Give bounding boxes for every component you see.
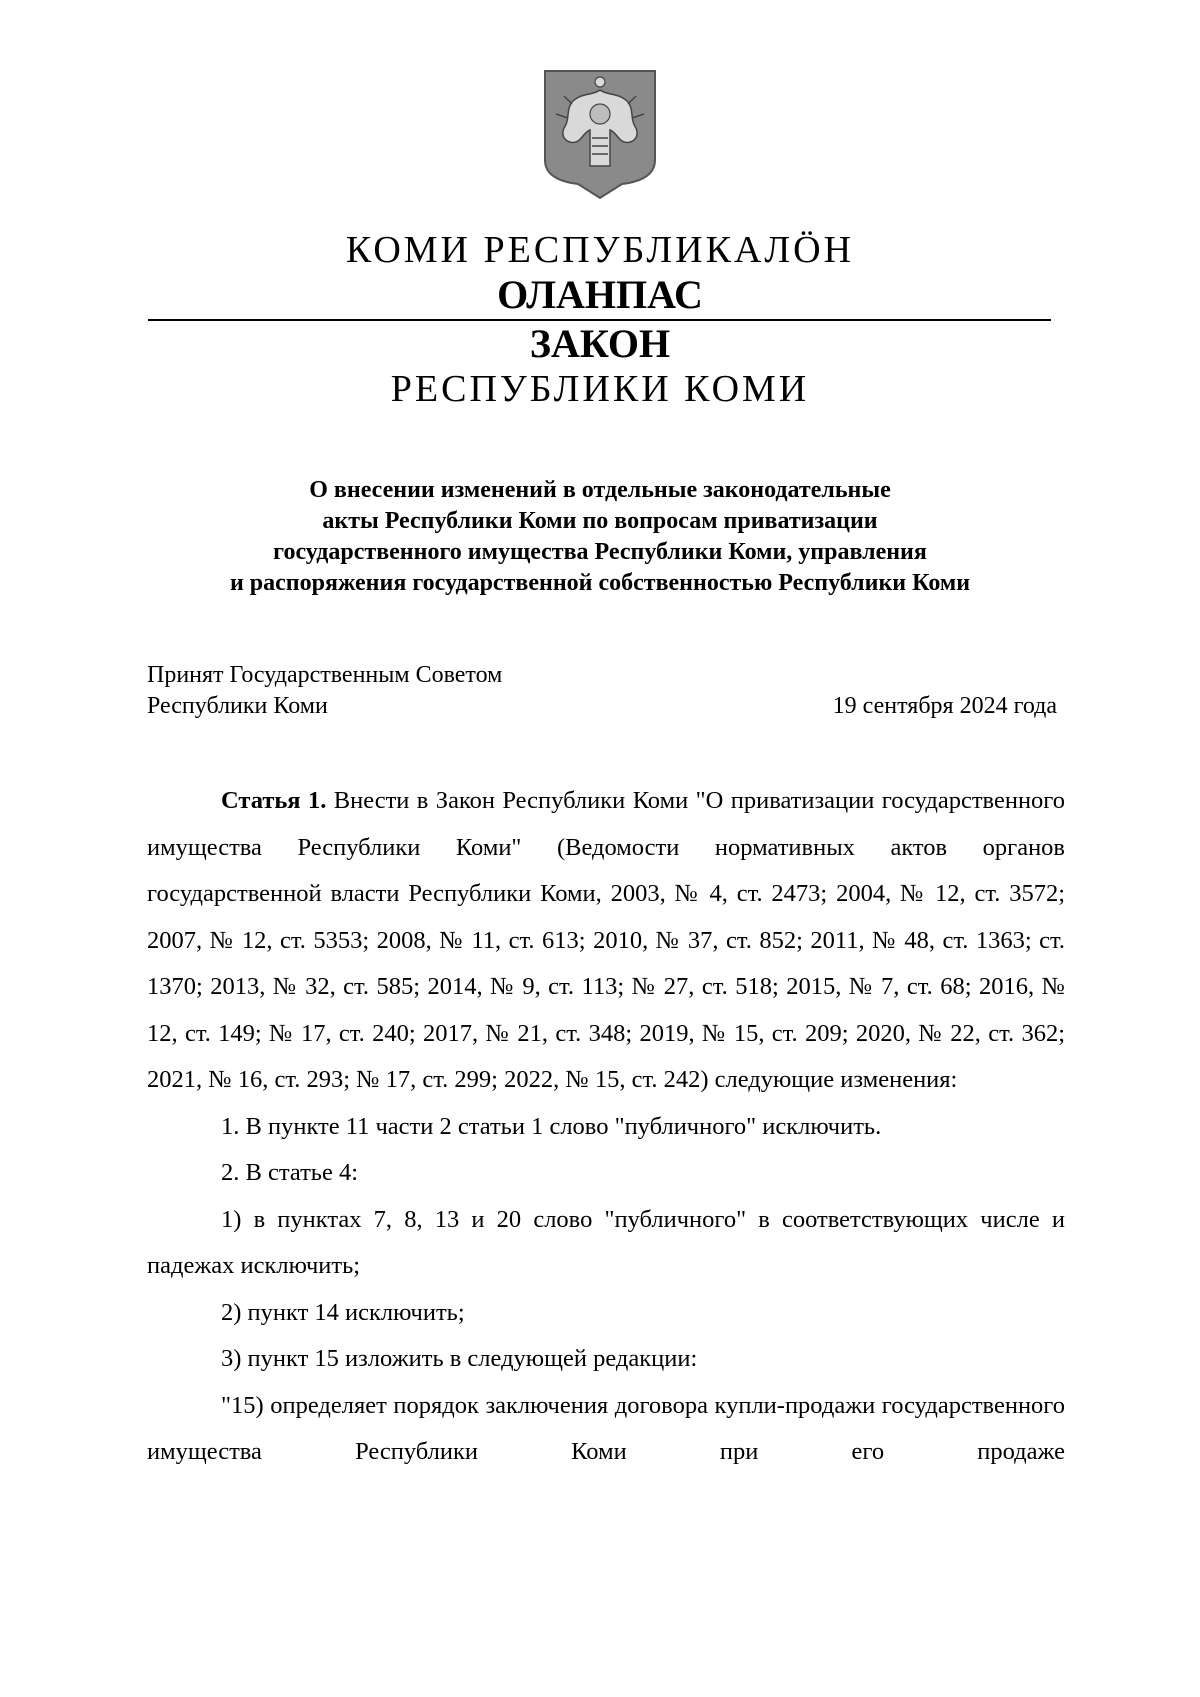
article-1-paragraph [147, 778, 1065, 1104]
law-title-line: О внесении изменений в отдельные законодательные [309, 477, 891, 503]
komi-coat-of-arms [542, 68, 658, 200]
header-komi-republic: КОМИ РЕСПУБЛИКАЛӦН [345, 229, 855, 271]
header-olanpas: ОЛАНПАС [497, 272, 703, 317]
adoption-block [147, 660, 1057, 722]
adopted-by-line: Республики Коми [147, 693, 328, 719]
list-item: "15) определяет порядок заключения договора купли-продажи государственного имущества Республики Коми при его продаже [147, 1391, 1065, 1465]
list-item: 3) пункт 15 изложить в следующей редакции: [221, 1345, 698, 1372]
law-title-line: государственного имущества Республики Коми, управления [273, 539, 927, 565]
list-item: 2) пункт 14 исключить; [221, 1298, 465, 1326]
law-title-line: акты Республики Коми по вопросам приватизации [322, 508, 878, 534]
law-title-line: и распоряжения государственной собственностью Республики Коми [229, 570, 971, 596]
adoption-date: 19 сентября 2024 года [832, 693, 1057, 719]
list-item: 1. В пункте 11 части 2 статьи 1 слово "публичного" исключить. [221, 1112, 882, 1140]
header-zakon: ЗАКОН [529, 321, 671, 366]
law-title [0, 475, 1200, 599]
list-item: 1) в пунктах 7, 8, 13 и 20 слово "публичного" в соответствующих числе и падежах исключить; [147, 1205, 1065, 1279]
adopted-by-line: Принят Государственным Советом [147, 662, 503, 688]
header-republic: РЕСПУБЛИКИ КОМИ [390, 368, 810, 410]
article-1-label: Статья 1. [221, 787, 327, 814]
law-body [147, 778, 1065, 1476]
list-item: 2. В статье 4: [221, 1159, 359, 1186]
article-1-text: Внести в Закон Республики Коми "О приватизации государственного имущества Республики Коми" (Ведомости нормативных актов органов государственной власти Республики Коми, 2003, № 4, ст. 2473; 2004, № 12, ст. 3572; 2007, № 12, ст. 5353; 2008, № 11, ст. 613; 2010, № 37, ст. 852; 2011, № 48, ст. 1363; ст. 1370; 2013, № 32, ст. 585; 2014, № 9, ст. 113; № 27, ст. 518; 2015, № 7, ст. 68; 2016, № 12, ст. 149; № 17, ст. 240; 2017, № 21, ст. 348; 2019, № 15, ст. 209; 2020, № 22, ст. 362; 2021, № 16, ст. 293; № 17, ст. 299; 2022, № 15, ст. 242) следующие изменения: [147, 787, 1065, 1093]
